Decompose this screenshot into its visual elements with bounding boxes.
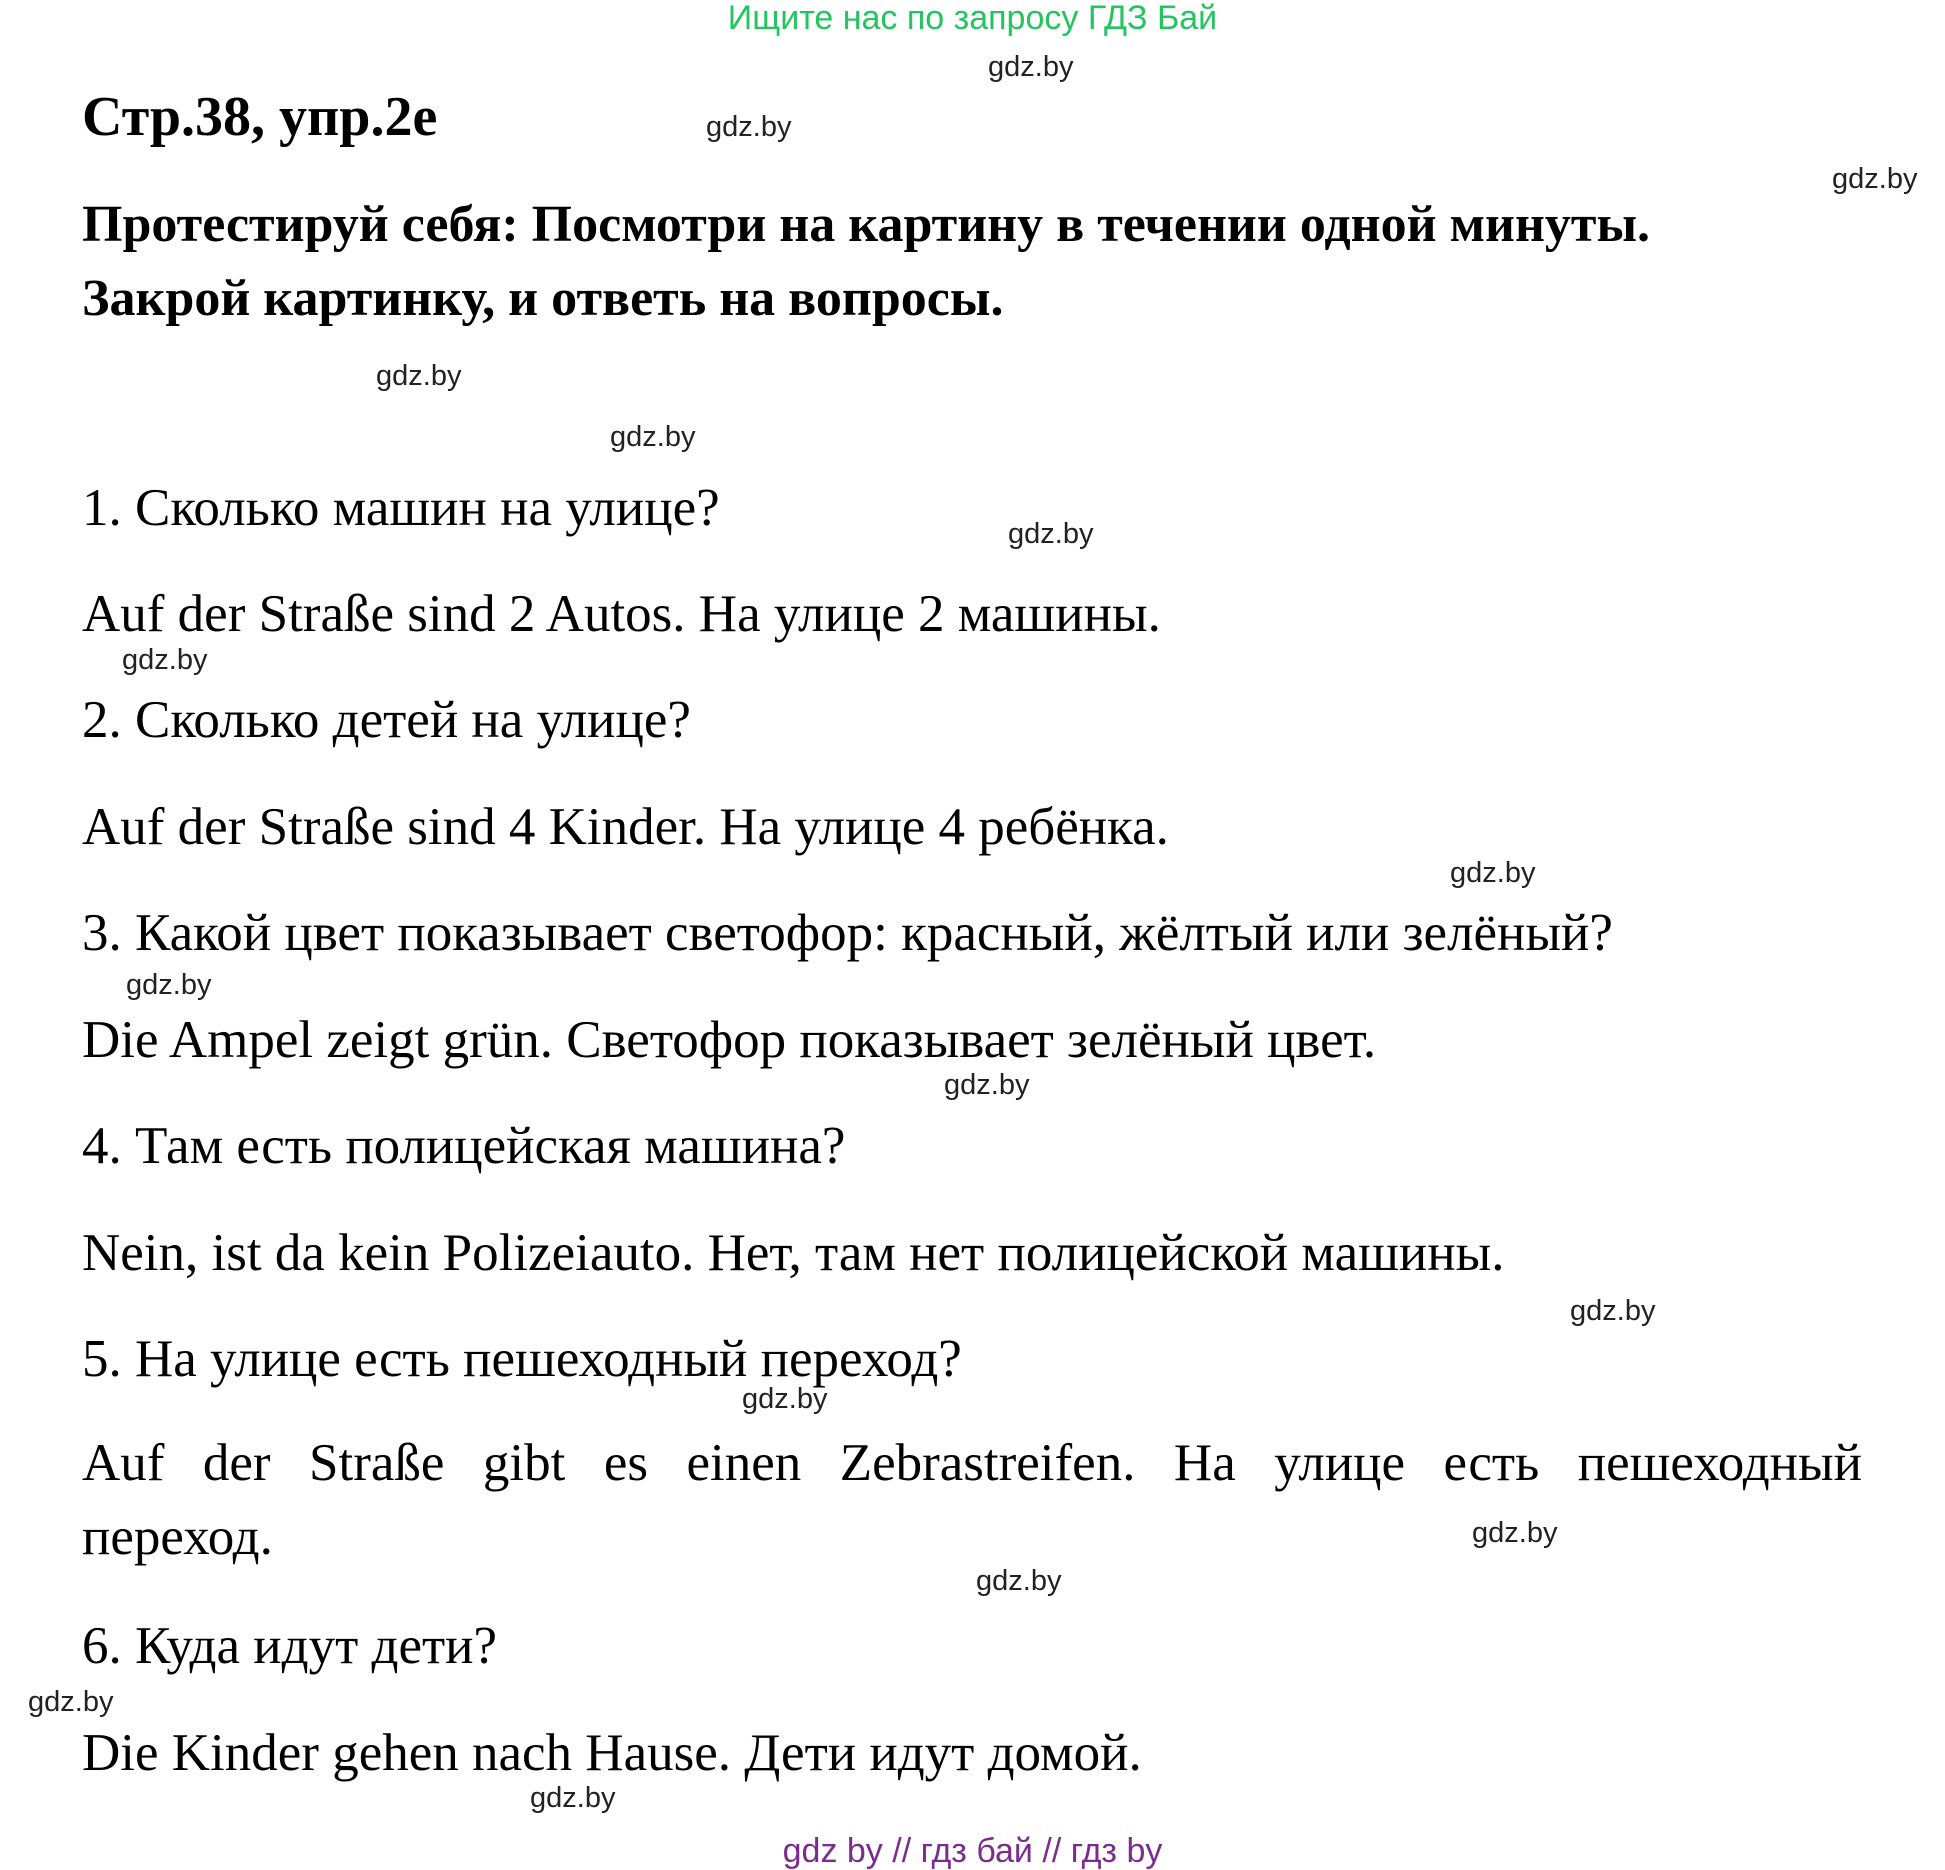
watermark: gdz.by: [988, 51, 1074, 83]
task-line-1: Протестируй себя: Посмотри на картину в течении одной минуты.: [82, 196, 1651, 253]
answer-1: Auf der Straße sind 2 Autos. На улице 2 машины.: [82, 585, 1161, 643]
answer-2: Auf der Straße sind 4 Kinder. На улице 4 ребёнка.: [82, 798, 1169, 856]
watermark: gdz.by: [122, 644, 208, 676]
watermark: gdz.by: [530, 1782, 616, 1814]
watermark: gdz.by: [126, 969, 212, 1001]
question-6: 6. Куда идут дети?: [82, 1617, 498, 1675]
answer-5-line-2: переход.: [82, 1508, 273, 1566]
watermark: gdz.by: [1008, 518, 1094, 550]
watermark: gdz.by: [1472, 1517, 1558, 1549]
answer-6: Die Kinder gehen nach Hause. Дети идут домой.: [82, 1724, 1142, 1782]
page-title: Стр.38, упр.2е: [82, 86, 438, 148]
question-5: 5. На улице есть пешеходный переход?: [82, 1330, 962, 1388]
question-2: 2. Сколько детей на улице?: [82, 691, 691, 749]
site-banner: Ищите нас по запросу ГДЗ Бай: [727, 0, 1218, 37]
answer-5: [82, 1426, 1862, 1574]
task-line-2: Закрой картинку, и ответь на вопросы.: [82, 270, 1004, 327]
watermark: gdz.by: [944, 1069, 1030, 1101]
watermark: gdz.by: [1450, 857, 1536, 889]
watermark: gdz.by: [706, 111, 792, 143]
answer-4: Nein, ist da kein Polizeiauto. Нет, там нет полицейской машины.: [82, 1224, 1505, 1282]
task-instruction: [82, 188, 1882, 336]
watermark: gdz.by: [376, 360, 462, 392]
watermark: gdz.by: [742, 1383, 828, 1415]
watermark: gdz.by: [1832, 163, 1918, 195]
watermark: gdz.by: [610, 421, 696, 453]
question-4: 4. Там есть полицейская машина?: [82, 1117, 846, 1175]
watermark: gdz.by: [1570, 1295, 1656, 1327]
watermark: gdz.by: [976, 1565, 1062, 1597]
question-3: 3. Какой цвет показывает светофор: красный, жёлтый или зелёный?: [82, 904, 1613, 962]
answer-3: Die Ampel zeigt grün. Светофор показывает зелёный цвет.: [82, 1011, 1377, 1069]
footer-links: gdz by // гдз бай // гдз by: [782, 1832, 1163, 1870]
question-1: 1. Сколько машин на улице?: [82, 479, 720, 537]
answer-5-line-1: Auf der Straße gibt es einen Zebrastreifen. На улице есть пешеходный: [82, 1434, 1862, 1492]
watermark: gdz.by: [28, 1686, 114, 1718]
